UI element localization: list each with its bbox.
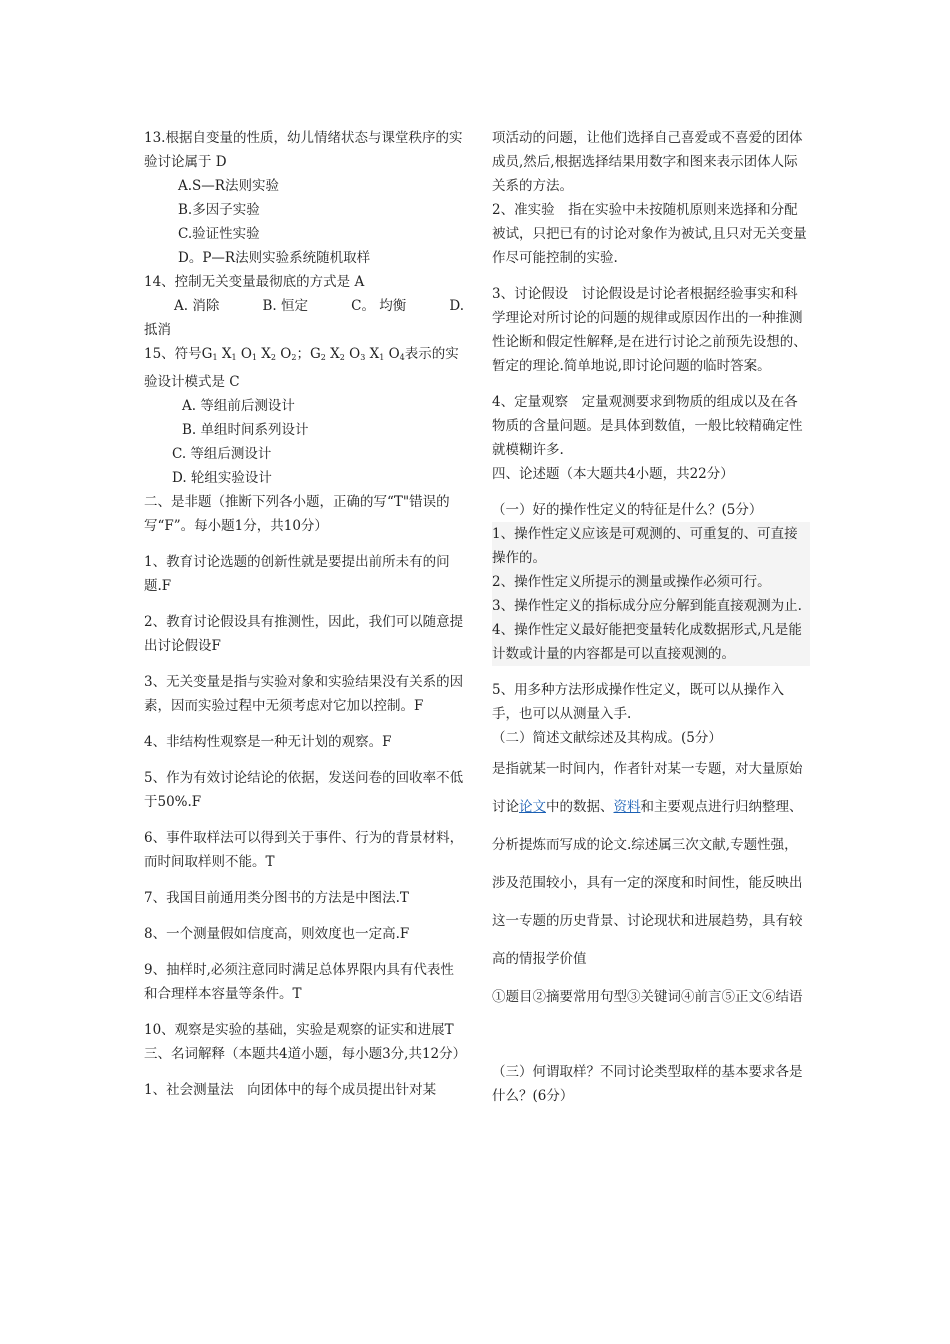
essay-3-question: （三）何谓取样？不同讨论类型取样的基本要求各是什么？(6分）	[492, 1064, 803, 1104]
essay-1-item-1: 1、操作性定义应该是可观测的、可重复的、可直接操作的。	[492, 526, 798, 566]
essay-2-answer: 是指就某一时间内，作者针对某一专题，对大量原始讨论论文中的数据、资料和主要观点进行归纳整理、分析提炼而写成的论文.综述属三次文献,专题性强，涉及范围较小，具有一定的深度和时间性，能反映出这一专题的历史背景、讨论现状和进展趋势，具有较高的情报学价值	[492, 761, 803, 967]
q14-option-a: A. 消除	[174, 298, 220, 314]
tf-item-8: 8、一个测量假如信度高，则效度也一定高.F	[144, 926, 410, 942]
q13-option-d: D。P—R法则实验系统随机取样	[178, 250, 371, 266]
link-ziliao[interactable]: 资料	[613, 799, 641, 815]
q13-option-b: B.多因子实验	[178, 202, 260, 218]
essay-2-question: （二）简述文献综述及其构成。(5分）	[492, 730, 722, 746]
essay-1-item-3: 3、操作性定义的指标成分应分解到能直接观测为止.	[492, 598, 802, 614]
q15-option-a: A. 等组前后测设计	[182, 398, 295, 414]
q13-option-a: A.S—R法则实验	[178, 178, 279, 194]
term-2: 2、准实验 指在实验中未按随机原则来选择和分配被试，只把已有的讨论对象作为被试,且只对无关变量作尽可能控制的实验.	[492, 202, 807, 266]
q15-option-d: D. 轮组实验设计	[172, 470, 272, 486]
q14-option-d-text: 抵消	[144, 322, 171, 338]
tf-item-3: 3、无关变量是指与实验对象和实验结果没有关系的因素，因而实验过程中无须考虑对它加以控制。F	[144, 674, 464, 714]
tf-item-5: 5、作为有效讨论结论的依据，发送问卷的回收率不低于50%.F	[144, 770, 464, 810]
q13-option-c: C.验证性实验	[178, 226, 260, 242]
q14-options	[144, 294, 464, 318]
term-1-start: 1、社会测量法 向团体中的每个成员提出针对某	[144, 1082, 437, 1098]
term-4: 4、定量观察 定量观测要求到物质的组成以及在各物质的含量问题。是具体到数值，一般比较精确定性就模糊许多.	[492, 394, 803, 458]
tf-item-10: 10、观察是实验的基础，实验是观察的证实和进展T	[144, 1022, 454, 1038]
essay-1-item-4: 4、操作性定义最好能把变量转化成数据形式,凡是能计数或计量的内容都是可以直接观测的。	[492, 622, 802, 662]
tf-item-7: 7、我国目前通用类分图书的方法是中图法.T	[144, 890, 409, 906]
section-4-heading: 四、论述题（本大题共4小题，共22分）	[492, 466, 734, 482]
essay-1-item-5: 5、用多种方法形成操作性定义，既可以从操作入手，也可以从测量入手.	[492, 682, 785, 722]
link-lunwen[interactable]: 论文	[519, 799, 546, 815]
essay-2-structure: ①题目②摘要常用句型③关键词④前言⑤正文⑥结语	[492, 989, 803, 1005]
q14-option-d: D.	[449, 298, 464, 314]
tf-item-4: 4、非结构性观察是一种无计划的观察。F	[144, 734, 392, 750]
essay-1-shaded-block	[492, 522, 810, 666]
q15-option-b: B. 单组时间系列设计	[182, 422, 309, 438]
essay-1-question: （一）好的操作性定义的特征是什么？(5分）	[492, 502, 763, 518]
q15-stem: 15、符号$G_1$ $X_1$ $O_1$ $X_2$ $O_2$；$G_2$ $X_2$ $O_3$ $X_1$ $O_4$表示的实验设计模式是 C	[144, 346, 459, 390]
right-column	[492, 126, 810, 1108]
q15-option-c: C. 等组后测设计	[172, 446, 272, 462]
tf-item-1: 1、教育讨论选题的创新性就是要提出前所未有的问题.F	[144, 554, 450, 594]
tf-item-2: 2、教育讨论假设具有推测性，因此，我们可以随意提出讨论假设F	[144, 614, 464, 654]
essay-1-item-2: 2、操作性定义所提示的测量或操作必须可行。	[492, 574, 771, 590]
q14-option-b: B. 恒定	[262, 298, 308, 314]
q14-option-c: C。 均衡	[351, 298, 407, 314]
section-2-heading: 二、是非题（推断下列各小题，正确的写“T"错误的写“F”。每小题1分，共10分）	[144, 494, 450, 534]
left-column	[144, 126, 467, 1102]
tf-item-9: 9、抽样时,必须注意同时满足总体界限内具有代表性和合理样本容量等条件。T	[144, 962, 454, 1002]
tf-item-6: 6、事件取样法可以得到关于事件、行为的背景材料，而时间取样则不能。T	[144, 830, 464, 870]
q13-stem: 13.根据自变量的性质，幼儿情绪状态与课堂秩序的实验讨论属于 D	[144, 130, 463, 170]
section-3-heading: 三、名词解释（本题共4道小题，每小题3分,共12分）	[144, 1046, 467, 1062]
term-3: 3、讨论假设 讨论假设是讨论者根据经验事实和科学理论对所讨论的问题的规律或原因作出的一种推测性论断和假定性解释,是在进行讨论之前预先设想的、暂定的理论.简单地说,即讨论问题的临时答案。	[492, 286, 807, 374]
term-1-continued: 项活动的问题，让他们选择自己喜爱或不喜爱的团体成员,然后,根据选择结果用数字和图来表示团体人际关系的方法。	[492, 130, 803, 194]
q14-stem: 14、控制无关变量最彻底的方式是 A	[144, 274, 365, 290]
